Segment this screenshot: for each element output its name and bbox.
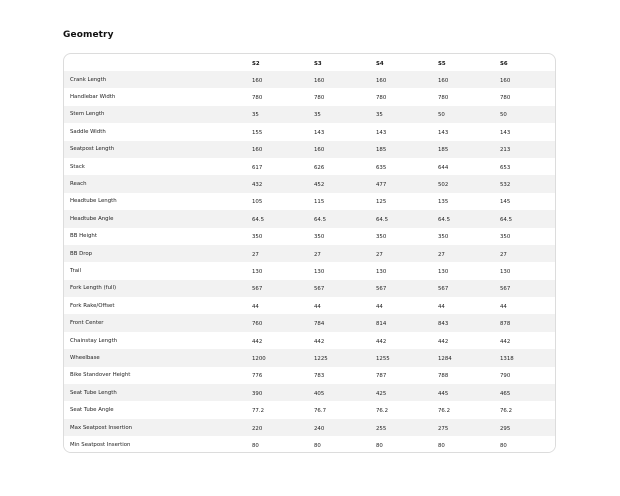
- cell-value: 64.5: [314, 216, 327, 223]
- cell-value: 465: [500, 390, 511, 397]
- cell-value: 77.2: [252, 408, 265, 415]
- cell-value: 653: [500, 164, 511, 171]
- cell-value: 213: [500, 147, 511, 154]
- table-body: [64, 71, 556, 453]
- table-row: [64, 262, 556, 279]
- cell-value: 240: [314, 425, 325, 432]
- cell-value: 220: [252, 425, 263, 432]
- cell-value: 442: [252, 338, 263, 345]
- row-label: Seatpost Length: [70, 146, 115, 153]
- row-label: Seat Tube Length: [70, 389, 117, 396]
- row-label: Stem Length: [70, 111, 105, 118]
- row-label: Fork Rake/Offset: [70, 302, 115, 309]
- cell-value: 432: [252, 182, 263, 189]
- cell-value: 130: [252, 268, 263, 275]
- row-label: Min Seatpost Insertion: [70, 441, 131, 448]
- cell-value: 160: [314, 147, 325, 154]
- cell-value: 532: [500, 182, 511, 189]
- table-row: [64, 401, 556, 418]
- table-row: [64, 71, 556, 88]
- cell-value: 350: [438, 234, 449, 241]
- cell-value: 80: [438, 442, 445, 449]
- cell-value: 27: [252, 251, 259, 258]
- cell-value: 1284: [438, 355, 452, 362]
- cell-value: 105: [252, 199, 263, 206]
- table-row: [64, 384, 556, 401]
- cell-value: 44: [376, 303, 383, 310]
- cell-value: 350: [376, 234, 387, 241]
- cell-value: 130: [314, 268, 325, 275]
- cell-value: 442: [376, 338, 387, 345]
- cell-value: 143: [376, 129, 387, 136]
- cell-value: 130: [438, 268, 449, 275]
- cell-value: 160: [438, 77, 449, 84]
- cell-value: 635: [376, 164, 387, 171]
- table-row: [64, 158, 556, 175]
- table-row: [64, 245, 556, 262]
- cell-value: 44: [252, 303, 259, 310]
- cell-value: 780: [438, 95, 449, 102]
- cell-value: 64.5: [500, 216, 513, 223]
- cell-value: 780: [376, 95, 387, 102]
- cell-value: 350: [314, 234, 325, 241]
- cell-value: 160: [252, 147, 263, 154]
- cell-value: 295: [500, 425, 511, 432]
- row-label: Max Seatpost Insertion: [70, 424, 133, 431]
- table-row: [64, 367, 556, 384]
- cell-value: 390: [252, 390, 263, 397]
- cell-value: 155: [252, 129, 263, 136]
- cell-value: 27: [500, 251, 507, 258]
- cell-value: 442: [500, 338, 511, 345]
- cell-value: 44: [438, 303, 445, 310]
- table-row: [64, 436, 556, 453]
- cell-value: 1255: [376, 355, 390, 362]
- cell-value: 350: [252, 234, 263, 241]
- cell-value: 145: [500, 199, 511, 206]
- row-label: Headtube Angle: [70, 215, 114, 222]
- row-label: Headtube Length: [70, 198, 117, 205]
- table-row: [64, 280, 556, 297]
- header-size-s6: S6: [500, 60, 508, 67]
- cell-value: 35: [252, 112, 259, 119]
- cell-value: 76.2: [438, 408, 451, 415]
- row-label: Fork Length (full): [70, 285, 117, 292]
- table-row: [64, 141, 556, 158]
- cell-value: 44: [500, 303, 507, 310]
- cell-value: 143: [314, 129, 325, 136]
- cell-value: 185: [376, 147, 387, 154]
- cell-value: 64.5: [252, 216, 265, 223]
- cell-value: 50: [500, 112, 507, 119]
- cell-value: 44: [314, 303, 321, 310]
- cell-value: 567: [376, 286, 387, 293]
- cell-value: 425: [376, 390, 387, 397]
- header-size-s3: S3: [314, 60, 322, 67]
- cell-value: 567: [500, 286, 511, 293]
- geometry-table-card: [63, 53, 556, 453]
- cell-value: 64.5: [376, 216, 389, 223]
- header-size-s4: S4: [376, 60, 384, 67]
- cell-value: 76.7: [314, 408, 327, 415]
- row-label: BB Height: [70, 233, 97, 240]
- cell-value: 626: [314, 164, 325, 171]
- table-row: [64, 349, 556, 366]
- cell-value: 878: [500, 321, 511, 328]
- cell-value: 814: [376, 321, 387, 328]
- table-row: [64, 210, 556, 227]
- cell-value: 64.5: [438, 216, 451, 223]
- cell-value: 27: [376, 251, 383, 258]
- cell-value: 27: [314, 251, 321, 258]
- cell-value: 130: [376, 268, 387, 275]
- cell-value: 477: [376, 182, 387, 189]
- cell-value: 644: [438, 164, 449, 171]
- cell-value: 135: [438, 199, 449, 206]
- cell-value: 780: [314, 95, 325, 102]
- cell-value: 784: [314, 321, 325, 328]
- row-label: Handlebar Width: [70, 94, 116, 101]
- cell-value: 80: [500, 442, 507, 449]
- cell-value: 567: [438, 286, 449, 293]
- cell-value: 1318: [500, 355, 514, 362]
- cell-value: 1200: [252, 355, 266, 362]
- cell-value: 80: [252, 442, 259, 449]
- geometry-table: [64, 54, 556, 453]
- cell-value: 115: [314, 199, 325, 206]
- cell-value: 143: [500, 129, 511, 136]
- row-label: BB Drop: [70, 250, 93, 257]
- cell-value: 255: [376, 425, 387, 432]
- cell-value: 1225: [314, 355, 328, 362]
- row-label: Reach: [70, 181, 87, 188]
- cell-value: 35: [376, 112, 383, 119]
- cell-value: 617: [252, 164, 263, 171]
- table-header-row: [64, 54, 556, 71]
- cell-value: 442: [438, 338, 449, 345]
- table-row: [64, 106, 556, 123]
- cell-value: 80: [376, 442, 383, 449]
- row-label: Trail: [70, 267, 82, 274]
- table-row: [64, 175, 556, 192]
- cell-value: 160: [252, 77, 263, 84]
- cell-value: 776: [252, 373, 263, 380]
- cell-value: 160: [500, 77, 511, 84]
- cell-value: 160: [314, 77, 325, 84]
- row-label: Seat Tube Angle: [70, 407, 114, 414]
- cell-value: 130: [500, 268, 511, 275]
- cell-value: 275: [438, 425, 449, 432]
- cell-value: 80: [314, 442, 321, 449]
- cell-value: 567: [252, 286, 263, 293]
- cell-value: 502: [438, 182, 449, 189]
- cell-value: 783: [314, 373, 325, 380]
- cell-value: 185: [438, 147, 449, 154]
- table-row: [64, 332, 556, 349]
- cell-value: 160: [376, 77, 387, 84]
- cell-value: 760: [252, 321, 263, 328]
- cell-value: 790: [500, 373, 511, 380]
- cell-value: 788: [438, 373, 449, 380]
- table-row: [64, 88, 556, 105]
- cell-value: 143: [438, 129, 449, 136]
- header-size-s5: S5: [438, 60, 446, 67]
- row-label: Chainstay Length: [70, 337, 118, 344]
- page-title: Geometry: [63, 30, 114, 40]
- cell-value: 445: [438, 390, 449, 397]
- cell-value: 787: [376, 373, 387, 380]
- row-label: Crank Length: [70, 76, 107, 83]
- cell-value: 452: [314, 182, 325, 189]
- cell-value: 50: [438, 112, 445, 119]
- row-label: Bike Standover Height: [70, 372, 131, 379]
- row-label: Saddle Width: [70, 128, 106, 135]
- cell-value: 27: [438, 251, 445, 258]
- table-row: [64, 228, 556, 245]
- header-size-s2: S2: [252, 60, 260, 67]
- row-label: Wheelbase: [70, 354, 100, 361]
- row-label: Stack: [70, 163, 85, 170]
- row-label: Front Center: [70, 320, 104, 327]
- cell-value: 843: [438, 321, 449, 328]
- table-row: [64, 193, 556, 210]
- table-row: [64, 123, 556, 140]
- cell-value: 76.2: [376, 408, 389, 415]
- table-row: [64, 297, 556, 314]
- cell-value: 567: [314, 286, 325, 293]
- cell-value: 442: [314, 338, 325, 345]
- table-row: [64, 314, 556, 331]
- cell-value: 76.2: [500, 408, 513, 415]
- cell-value: 35: [314, 112, 321, 119]
- cell-value: 350: [500, 234, 511, 241]
- header-label-cell: [64, 54, 252, 71]
- cell-value: 780: [252, 95, 263, 102]
- cell-value: 125: [376, 199, 387, 206]
- cell-value: 780: [500, 95, 511, 102]
- table-row: [64, 419, 556, 436]
- cell-value: 405: [314, 390, 325, 397]
